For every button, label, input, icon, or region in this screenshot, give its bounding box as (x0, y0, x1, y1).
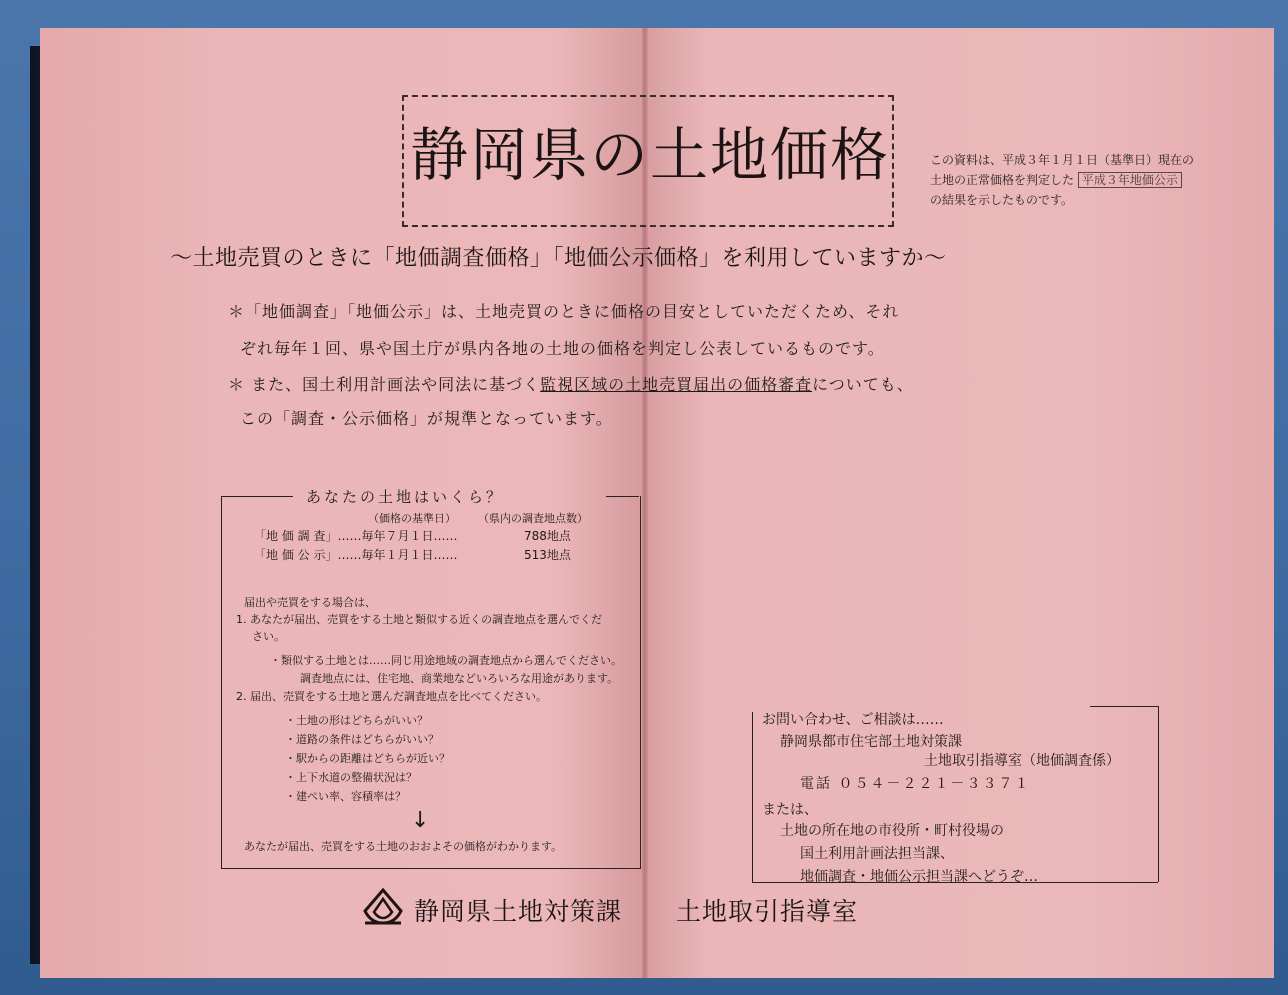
step-1-line-1: 1. あなたが届出、売買をする土地と類似する近くの調査地点を選んでくだ (236, 613, 602, 626)
step-1-line-2: さい。 (252, 630, 285, 643)
contact-line-2: 静岡県都市住宅部土地対策課 (780, 734, 962, 750)
contact-frame-right (1158, 706, 1159, 882)
prefecture-emblem-icon (361, 887, 405, 927)
price-box-result: あなたが届出、売買をする土地のおおよその価格がわかります。 (244, 840, 563, 853)
contact-line-6: 土地の所在地の市役所・町村役場の (780, 823, 1004, 839)
note-line-2-prefix: 土地の正常価格を判定した (930, 173, 1075, 187)
contact-line-7: 国土利用計画法担当課、 (800, 846, 954, 862)
paragraph-2-prefix: ＊ また、国土利用計画法や同法に基づく (228, 375, 541, 394)
col-header-date: （価格の基準日） (368, 512, 456, 525)
subtitle: ～土地売買のときに「地価調査価格」「地価公示価格」を利用していますか～ (170, 246, 947, 271)
step-2: 2. 届出、売買をする土地と選んだ調査地点を比べてください。 (236, 690, 547, 703)
paragraph-2-suffix: についても、 (812, 375, 914, 394)
paragraph-2-line-2: この「調査・公示価格」が規準となっています。 (240, 409, 613, 428)
price-box-top-right-edge (606, 496, 639, 497)
contact-line-5: または、 (762, 802, 818, 818)
footer-office: 土地取引指導室 (676, 897, 859, 926)
paragraph-2-line-1 (228, 372, 914, 395)
similar-land-line-1: ・類似する土地とは……同じ用途地域の調査地点から選んでください。 (270, 654, 622, 667)
contact-line-1: お問い合わせ、ご相談は…… (762, 712, 944, 728)
note-line-1: この資料は、平成３年１月１日（基準日）現在の (930, 153, 1195, 167)
row-chika-chosa-points: 788地点 (524, 529, 571, 543)
contact-line-8: 地価調査・地価公示担当課へどうぞ… (800, 869, 1038, 885)
price-box-top-left-edge (221, 496, 293, 497)
paragraph-1-line-1: ＊「地価調査」「地価公示」は、土地売買のときに価格の目安としていただくため、それ (228, 302, 900, 321)
check-item: ・上下水道の整備状況は？ (285, 771, 417, 784)
page-title: 静岡県の土地価格 (410, 121, 891, 189)
reference-note (930, 150, 1194, 210)
note-stamp: 平成３年地価公示 (1078, 172, 1182, 188)
contact-phone: 電話 ０５４－２２１－３３７１ (800, 776, 1031, 792)
footer-organization: 静岡県土地対策課 (414, 897, 623, 926)
contact-frame-left (752, 712, 753, 882)
price-box-heading: あなたの土地はいくら？ (306, 488, 505, 506)
check-item: ・駅からの距離はどちらが近い？ (285, 752, 450, 765)
comparison-checklist (285, 711, 450, 806)
contact-frame-top (1090, 706, 1158, 707)
similar-land-line-2: 調査地点には、住宅地、商業地などいろいろな用途があります。 (300, 672, 619, 685)
procedure-intro: 届出や売買をする場合は、 (244, 596, 376, 609)
check-item: ・土地の形はどちらがいい？ (285, 714, 428, 727)
row-chika-koji-points: 513地点 (524, 548, 571, 562)
paragraph-2-underlined: 監視区域の土地売買届出の価格審査 (540, 375, 813, 394)
note-line-3: の結果を示したものです。 (930, 193, 1074, 207)
row-chika-chosa-label: 「地 価 調 査」……毎年７月１日…… (254, 529, 458, 543)
check-item: ・道路の条件はどちらがいい？ (285, 733, 439, 746)
check-item: ・建ぺい率、容積率は？ (285, 790, 406, 803)
contact-line-3: 土地取引指導室（地価調査係） (924, 753, 1120, 769)
note-line-2 (930, 170, 1194, 190)
paragraph-1-line-2: ぞれ毎年１回、県や国土庁が県内各地の土地の価格を判定し公表しているものです。 (240, 339, 885, 358)
col-header-points: （県内の調査地点数） (478, 512, 588, 525)
row-chika-koji-label: 「地 価 公 示」……毎年１月１日…… (254, 548, 458, 562)
down-arrow-icon: ↓ (411, 808, 430, 833)
